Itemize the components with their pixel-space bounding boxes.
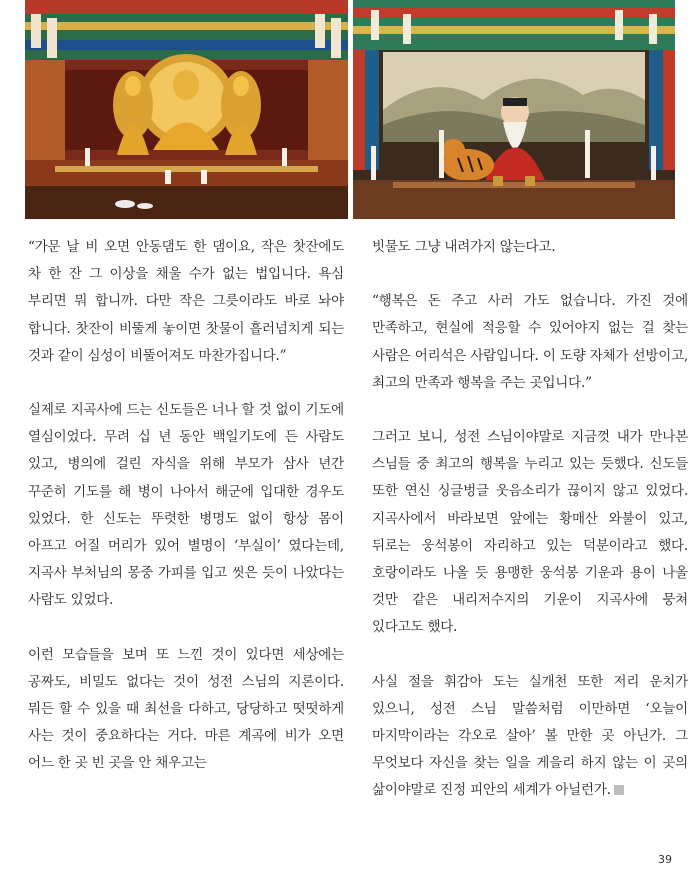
page-number: 39	[658, 853, 672, 866]
paragraph-quote-happiness: “행복은 돈 주고 사러 가도 없습니다. 가진 것에 만족하고, 현실에 적응할 수 있어야지 없는 걸 찾는 사람은 어리석은 사람입니다. 이 도량 자체가 선방이고, 최고의 만족과 행복을 주는 곳입니다.”	[372, 293, 688, 391]
paragraph-closing	[372, 669, 688, 805]
paragraph-rainwater: 빗물도 그냥 내려가지 않는다고.	[372, 239, 556, 255]
temple-altar-image	[25, 0, 348, 219]
paragraph-quote-teacup: “가문 날 비 오면 안동댐도 한 댐이요, 작은 찻잔에도 차 한 잔 그 이상을 채울 수가 없는 법입니다. 욕심 부리면 뭐 합니까. 다만 작은 그릇이라도 바로 놔야 합니다. 찻잔이 비뚤게 놓이면 찻물이 흘러넘치게 되는 것과 같이 심성이 비뚤어져도 마찬가집니다.”	[28, 239, 344, 364]
paragraph-believers: 실제로 지곡사에 드는 신도들은 너나 할 것 없이 기도에 열심이었다. 무려 십 년 동안 백일기도에 든 사람도 있고, 병의에 걸린 자식을 위해 부모가 삼사 년간 꾸준히 기도를 해 병이 나아서 해군에 입대한 경우도 있었다. 한 신도는 뚜렷한 병명도 없이 항상 몸이 아프고 어질 머리가 있어 별명이 ‘부실이’ 였다는데, 지곡사 부처님의 몽중 가피를 입고 씻은 듯이 나았다는 사람도 있었다.	[28, 402, 344, 609]
paragraph-no-free-lunch: 이런 모습들을 보며 또 느낀 것이 있다면 세상에는 공짜도, 비밀도 없다는 것이 성전 스님의 지론이다. 뭐든 할 수 있을 때 최선을 다하고, 당당하고 떳떳하게 사는 것이 중요하다는 거다. 마른 계곡에 비가 오면 어느 한 곳 빈 곳을 안 채우고는	[28, 646, 344, 772]
paragraph-happiest-monk: 그러고 보니, 성전 스님이야말로 지금껏 내가 만나본 스님들 중 최고의 행복을 누리고 있는 듯했다. 신도들 또한 연신 싱글벙글 웃음소리가 끊이지 않고 있었다. 지곡사에서 바라보면 앞에는 황매산 와불이 있고, 뒤로는 웅석봉이 자리하고 있는 덕분이라고 했다. 호랑이라도 나올 듯 용맹한 웅석봉 기운과 용이 나올 것만 같은 내리저수지의 기운이 지곡사에 뭉쳐 있다고도 했다.	[372, 429, 688, 636]
mountain-shrine-image	[353, 0, 675, 219]
article-column-right	[372, 234, 688, 805]
article-column-left	[28, 234, 344, 778]
photo-temple-altar	[25, 0, 348, 219]
closing-text: 사실 절을 휘감아 도는 실개천 또한 저리 운치가 있으니, 성전 스님 말씀처럼 이만하면 ‘오늘이 마지막이라는 각오로 살아’ 볼 만한 곳 아닌가. 그 무엇보다 자신을 찾는 일을 게을리 하지 않는 이 곳의 삶이야말로 진정 피안의 세계가 아닐런가.	[372, 673, 688, 799]
end-mark-icon	[614, 785, 624, 795]
photo-mountain-shrine	[353, 0, 675, 219]
